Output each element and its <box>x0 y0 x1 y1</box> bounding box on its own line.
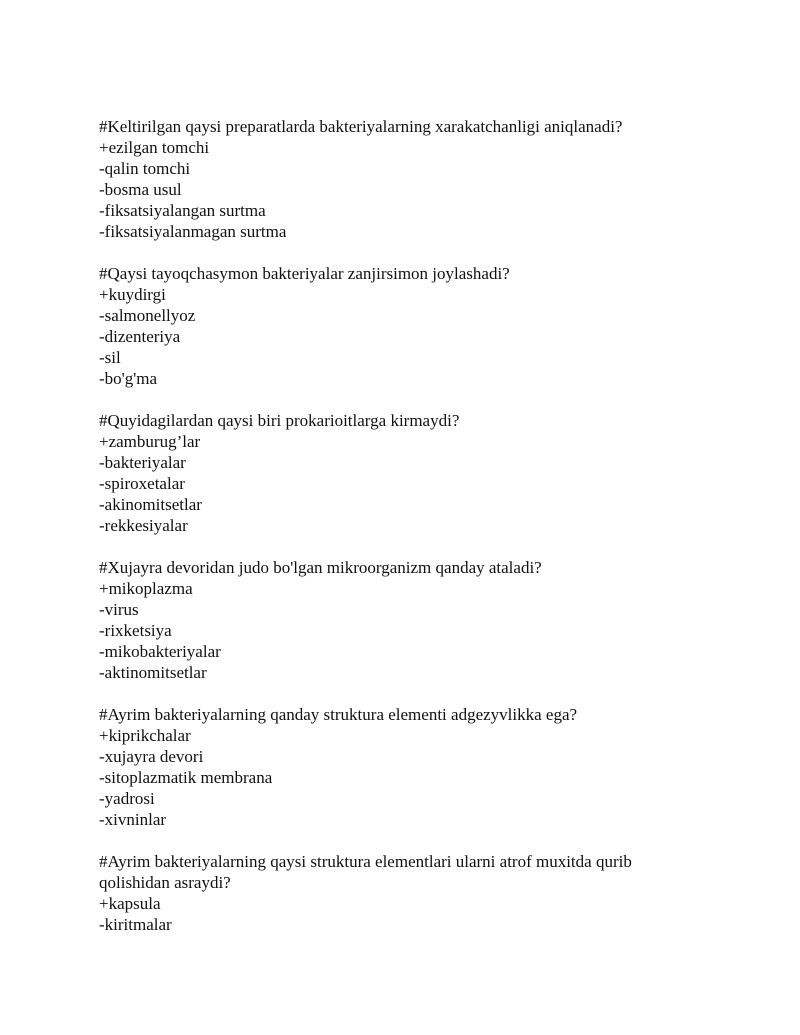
answer-option: -bo'g'ma <box>99 369 158 388</box>
answer-option: +kuydirgi <box>99 285 166 304</box>
answer-option: -salmonellyoz <box>99 306 196 325</box>
answer-option: -sitoplazmatik membrana <box>99 768 273 787</box>
question-block <box>99 851 699 935</box>
answer-option: -xivninlar <box>99 810 167 829</box>
answer-option: -sil <box>99 348 121 367</box>
answer-option: +ezilgan tomchi <box>99 138 210 157</box>
answer-option: -kiritmalar <box>99 915 172 934</box>
question-block <box>99 116 699 242</box>
answer-option: +kiprikchalar <box>99 726 191 745</box>
question-block <box>99 557 699 683</box>
answer-option: -bosma usul <box>99 180 182 199</box>
question-text: #Ayrim bakteriyalarning qanday struktura elementi adgezyvlikka ega? <box>99 705 578 724</box>
question-block <box>99 410 699 536</box>
answer-option: -yadrosi <box>99 789 155 808</box>
answer-option: -akinomitsetlar <box>99 495 202 514</box>
answer-option: +mikoplazma <box>99 579 193 598</box>
question-block <box>99 263 699 389</box>
answer-option: -virus <box>99 600 139 619</box>
answer-option: +kapsula <box>99 894 161 913</box>
question-text: #Keltirilgan qaysi preparatlarda bakteriyalarning xarakatchanligi aniqlanadi? <box>99 117 623 136</box>
question-block <box>99 704 699 830</box>
answer-option: +zamburug’lar <box>99 432 201 451</box>
question-text: #Xujayra devoridan judo bo'lgan mikroorganizm qanday ataladi? <box>99 558 542 577</box>
answer-option: -qalin tomchi <box>99 159 191 178</box>
document-content <box>99 116 699 956</box>
answer-option: -fiksatsiyalanmagan surtma <box>99 222 287 241</box>
question-text: #Quyidagilardan qaysi biri prokarioitlarga kirmaydi? <box>99 411 460 430</box>
answer-option: -rekkesiyalar <box>99 516 188 535</box>
question-text: #Ayrim bakteriyalarning qaysi struktura elementlari ularni atrof muxitda qurib qolishidan asraydi? <box>99 852 632 892</box>
answer-option: -spiroxetalar <box>99 474 185 493</box>
answer-option: -aktinomitsetlar <box>99 663 207 682</box>
question-text: #Qaysi tayoqchasymon bakteriyalar zanjirsimon joylashadi? <box>99 264 510 283</box>
answer-option: -dizenteriya <box>99 327 181 346</box>
answer-option: -rixketsiya <box>99 621 172 640</box>
answer-option: -mikobakteriyalar <box>99 642 221 661</box>
answer-option: -fiksatsiyalangan surtma <box>99 201 266 220</box>
answer-option: -xujayra devori <box>99 747 204 766</box>
answer-option: -bakteriyalar <box>99 453 186 472</box>
